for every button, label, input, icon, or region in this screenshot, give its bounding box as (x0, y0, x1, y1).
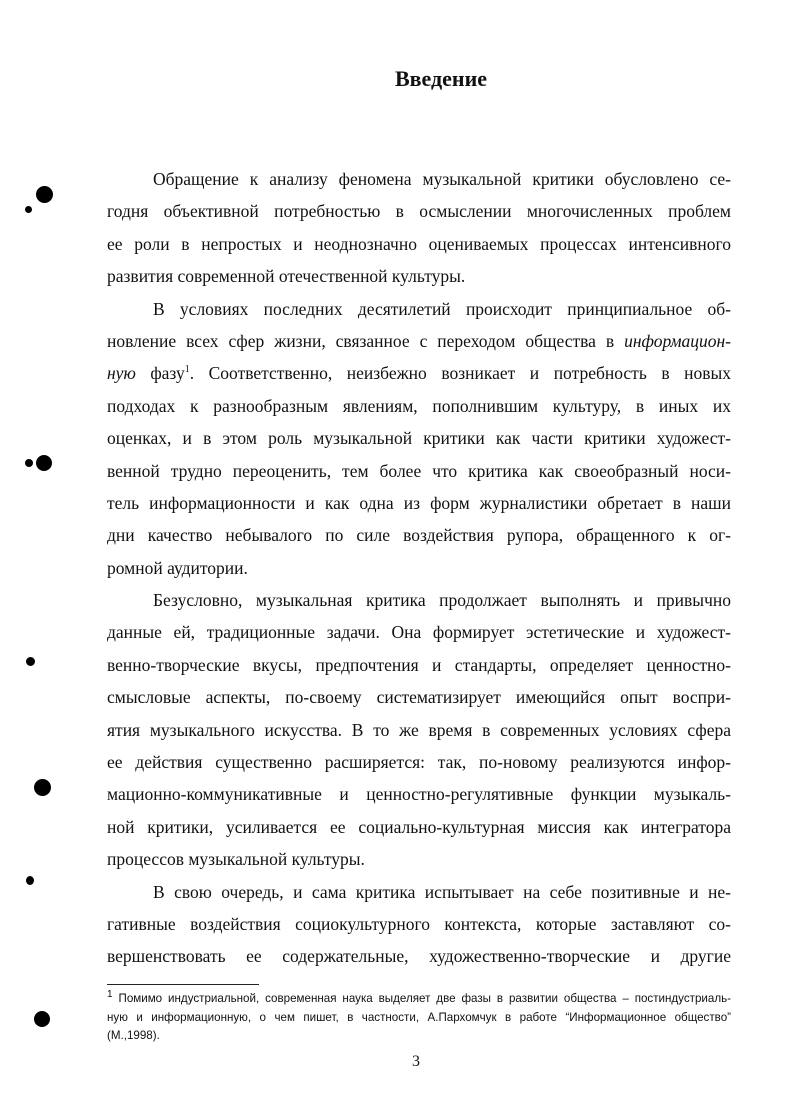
phase-word: фазу (135, 363, 185, 384)
paragraph-2-line-9: ромной аудитории. (107, 557, 248, 578)
paragraph-4-line-3: вершенствовать ее содержательные, художественно-творческие и другие (107, 946, 731, 967)
paragraph-3-line-9: процессов музыкальной культуры. (107, 849, 365, 870)
footnote-marker: 1 (107, 989, 113, 1001)
paragraph-2-line-8: дни качество небывалого по силе воздействия рупора, обращенного к ог- (107, 525, 731, 546)
body-text (107, 163, 731, 973)
paragraph-1-line-2: годня объективной потребностью в осмыслении многочисленных проблем (107, 201, 731, 222)
paragraph-3-line-7: мационно-коммуникативные и ценностно-регулятивные функции музыкаль- (107, 784, 731, 805)
paragraph-3-line-3: венно-творческие вкусы, предпочтения и стандарты, определяет ценностно- (107, 654, 731, 675)
paragraph-2-line-2-text: новление всех сфер жизни, связанное с переходом общества в (107, 330, 625, 351)
scan-dot-8 (34, 1011, 50, 1027)
emphasis-informational: информацион- (624, 330, 731, 351)
paragraph-2-line-4: подходах к разнообразным явлениям, пополнившим культуру, в иных их (107, 395, 731, 416)
footnote-line-3: (М.,1998). (107, 1029, 160, 1042)
paragraph-2-line-3-text: . Соответственно, неизбежно возникает и потребность в новых (189, 363, 732, 384)
paragraph-3-line-8: ной критики, усиливается ее социально-культурная миссия как интегратора (107, 816, 731, 837)
paragraph-1-line-3: ее роли в непростых и неоднозначно оцениваемых процессах интенсивного (107, 233, 731, 254)
scan-dot-5 (26, 657, 35, 666)
footnote-line-1 (107, 990, 731, 1009)
page-title: Введение (394, 66, 488, 91)
paragraph-2-line-7: тель информационности и как одна из форм журналистики обретает в наши (107, 492, 731, 513)
scan-dot-3 (36, 455, 52, 471)
paragraph-3-line-1: Безусловно, музыкальная критика продолжает выполнять и привычно (153, 590, 731, 611)
scan-dot-4 (25, 459, 33, 467)
footnote-separator (107, 984, 259, 985)
paragraph-3-line-4: смысловые аспекты, по-своему систематизирует имеющийся опыт воспри- (107, 687, 731, 708)
emphasis-informational-end: ную (107, 363, 136, 384)
paragraph-4-line-1: В свою очередь, и сама критика испытывает на себе позитивные и не- (153, 881, 731, 902)
paragraph-2-line-6: венной трудно переоценить, тем более что критика как своеобразный носи- (107, 460, 731, 481)
scan-dot-2 (25, 206, 32, 213)
footnote-line-1-text: Помимо индустриальной, современная наука выделяет две фазы в развитии общества – постиндустриаль- (112, 992, 731, 1005)
paragraph-3-line-2: данные ей, традиционные задачи. Она формирует эстетические и художест- (107, 622, 731, 643)
scan-dot-6 (34, 779, 51, 796)
paragraph-2-line-3 (107, 357, 731, 389)
page-number: 3 (412, 1053, 420, 1070)
paragraph-2-line-2 (107, 325, 731, 357)
paragraph-4-line-2: гативные воздействия социокультурного контекста, которые заставляют со- (107, 913, 731, 934)
footnote-ref: 1 (184, 364, 190, 376)
footnote (107, 990, 731, 1046)
paragraph-2-line-5: оценках, и в этом роль музыкальной критики как части критики художест- (107, 428, 731, 449)
paragraph-1-line-1: Обращение к анализу феномена музыкальной критики обусловлено се- (153, 169, 731, 189)
scan-dot-7 (26, 876, 34, 885)
paragraph-3-line-6: ее действия существенно расширяется: так, по-новому реализуются инфор- (107, 752, 731, 773)
footnote-line-2: ную и информационную, о чем пишет, в частности, А.Пархомчук в работе “Информационное общество” (107, 1010, 731, 1024)
paragraph-2-line-1: В условиях последних десятилетий происходит принципиальное об- (153, 298, 731, 319)
scan-dot-1 (36, 186, 53, 203)
paragraph-3-line-5: ятия музыкального искусства. В то же время в современных условиях сфера (107, 719, 731, 740)
paragraph-1-line-4: развития современной отечественной культуры. (107, 266, 466, 287)
